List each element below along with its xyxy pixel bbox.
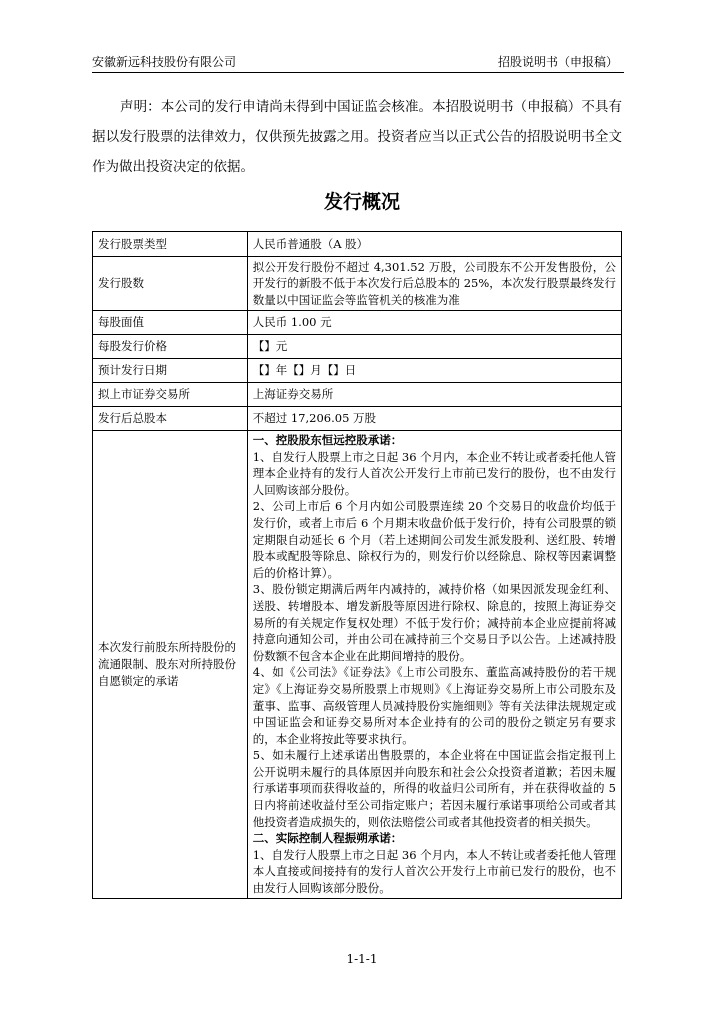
row-value: 人民币 1.00 元 [247, 311, 621, 335]
table-row [93, 407, 622, 431]
lockup-commitments [247, 431, 621, 899]
row-label: 发行后总股本 [93, 407, 248, 431]
row-label: 预计发行日期 [93, 359, 248, 383]
row-value: 不超过 17,206.05 万股 [247, 407, 621, 431]
commitment-item: 1、自发行人股票上市之日起 36 个月内，本企业不转让或者委托他人管理本企业持有的发行人首次公开发行上市前已发行的股份，也不由发行人回购该部分股份。 [252, 449, 616, 497]
page-number: 1-1-1 [346, 952, 378, 966]
row-label: 发行股数 [93, 257, 248, 311]
row-label: 每股面值 [93, 311, 248, 335]
row-value: 拟公开发行股份不超过 4,301.52 万股，公司股东不公开发售股份，公开发行的新股不低于本次发行后总股本的 25%，本次发行股票最终发行数量以中国证监会等监管机关的核准为准 [252, 259, 616, 307]
header-document-type: 招股说明书（申报稿） [497, 55, 618, 69]
commitment-item: 2、公司上市后 6 个月内如公司股票连续 20 个交易日的收盘价均低于发行价，或者上市后 6 个月期末收盘价低于发行价，持有公司股票的锁定期限自动延长 6 个月（若上述期间公司发生派发股利、送红股、转增股本或配股等除息、除权行为的，则发行价以经除息、除权等因素调整后的价格计算）。 [252, 499, 616, 580]
commitment-item: 4、如《公司法》《证券法》《上市公司股东、董监高减持股份的若干规定》《上海证券交易所股票上市规则》《上海证券交易所上市公司股东及董事、监事、高级管理人员减持股份实施细则》等有关法律法规规定或中国证监会和证券交易所对本企业持有的公司的股份之锁定另有要求的，本企业将按此等要求执行。 [252, 665, 616, 746]
commitment-heading-actual-controller: 二、实际控制人程振朔承诺： [252, 831, 403, 846]
issuance-overview-table [92, 231, 622, 899]
header-company-name: 安徽新远科技股份有限公司 [92, 55, 237, 69]
table-row [93, 335, 622, 359]
row-value-cell [247, 257, 621, 311]
row-label: 拟上市证券交易所 [93, 383, 248, 407]
table-row [93, 383, 622, 407]
row-label: 发行股票类型 [93, 232, 248, 257]
table-row [93, 359, 622, 383]
commitment-heading-controlling-shareholder: 一、控股股东恒远控股承诺： [252, 433, 403, 447]
row-value: 【】元 [247, 335, 621, 359]
table-row-lockup [93, 431, 622, 899]
commitment-item: 5、如未履行上述承诺出售股票的，本企业将在中国证监会指定报刊上公开说明未履行的具体原因并向股东和社会公众投资者道歉；若因未履行承诺事项而获得收益的，所得的收益归公司所有，并在获得收益的 5 日内将前述收益付至公司指定账户；若因未履行承诺事项给公司或者其他投资者造成损失的，则依法赔偿公司或者其他投资者的相关损失。 [252, 748, 616, 829]
table-row [93, 232, 622, 257]
disclaimer-statement: 声明：本公司的发行申请尚未得到中国证监会核准。本招股说明书（申报稿）不具有据以发行股票的法律效力，仅供预先披露之用。投资者应当以正式公告的招股说明书全文作为做出投资决定的依据。 [92, 99, 622, 175]
row-label: 本次发行前股东所持股份的流通限制、股东对所持股份自愿锁定的承诺 [93, 431, 248, 899]
page-header [92, 53, 624, 71]
row-value: 人民币普通股（A 股） [247, 232, 621, 257]
row-label: 每股发行价格 [93, 335, 248, 359]
table-row [93, 311, 622, 335]
commitment-item: 1、自发行人股票上市之日起 36 个月内，本人不转让或者委托他人管理本人直接或间接持有的发行人首次公开发行上市前已发行的股份，也不由发行人回购该部分股份。 [252, 847, 616, 896]
header-divider [92, 72, 624, 73]
commitment-item: 3、股份锁定期满后两年内减持的，减持价格（如果因派发现金红利、送股、转增股本、增发新股等原因进行除权、除息的，按照上海证券交易所的有关规定作复权处理）不低于发行价；减持前本企业应提前将减持意向通知公司，并由公司在减持前三个交易日予以公告。上述减持股份数额不包含本企业在此期间增持的股份。 [252, 582, 616, 663]
row-value: 【】年【】月【】日 [247, 359, 621, 383]
page-title: 发行概况 [323, 191, 400, 213]
row-value: 上海证券交易所 [247, 383, 621, 407]
table-row [93, 257, 622, 311]
